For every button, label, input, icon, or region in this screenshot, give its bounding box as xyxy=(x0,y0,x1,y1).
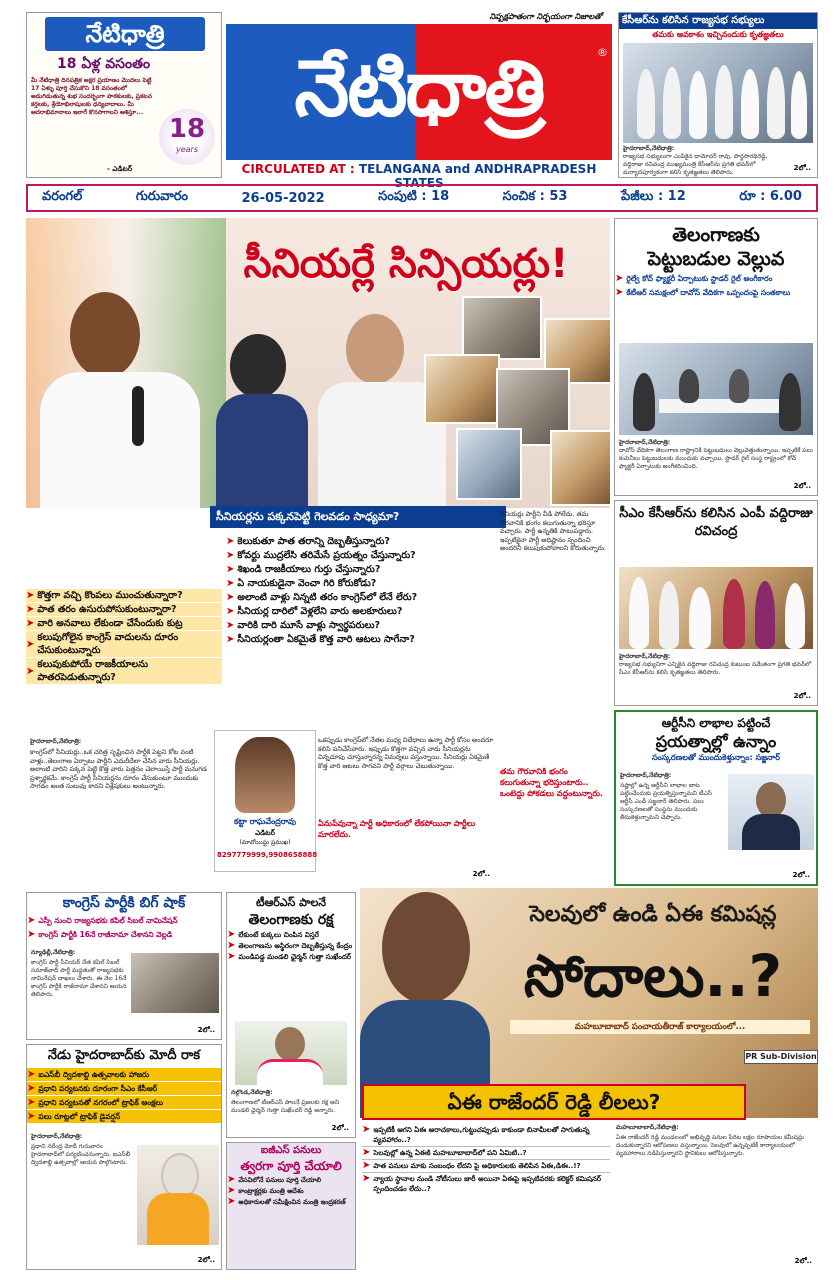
lead-headline: సీనియర్లే సిన్సియర్లు! xyxy=(243,241,569,287)
anniversary-heading: 18 ఏళ్ల వసంతం xyxy=(57,56,151,72)
lead-left-point-text: పాత తరం ఉసురుపోసుకుంటున్నారా? xyxy=(37,604,177,615)
arrow-icon: ➤ xyxy=(26,590,35,601)
investments-point-text: కేటీఆర్ సమక్షంలో దావోస్ వేదికగా ఒప్పందంపై సంతకాలు xyxy=(626,288,791,297)
lead-left-point-text: కలుపుకుపోయే రాజకీయాలను పాతరపెడుతున్నారు? xyxy=(37,659,149,683)
arrow-icon: ➤ xyxy=(27,1097,36,1108)
arrow-icon: ➤ xyxy=(226,564,235,575)
cm-meet-dateline: హైదరాబాద్,నేటిధాత్రి: xyxy=(619,653,671,660)
masthead-slogan: నిష్పక్షపాతంగా నిర్భయంగా నిజాలతో xyxy=(489,12,602,21)
leaders-photo xyxy=(216,314,446,508)
investments-headline2: పెట్టుబడుల వెల్లువ xyxy=(647,248,785,270)
rtc-story xyxy=(614,710,818,886)
modi-point xyxy=(27,1082,221,1095)
ingress-story xyxy=(226,1142,356,1270)
lead-center-point xyxy=(226,563,492,576)
rtc-body: నష్టాల్లో ఉన్న ఆర్టీసీని లాభాల బాట పట్టించేందుకు ప్రయత్నిస్తున్నామని టీఎస్ ఆర్టీసీ ఎండీ సజ్జనార్ తెలిపారు. పలు సంస్కరణలతో సంస్థను ముందుకు తీసుకెళ్తున్నామని చెప్పారు. xyxy=(620,782,713,821)
date-price: రూ : 6.00 xyxy=(739,189,802,204)
investments-more: 2లో.. xyxy=(793,482,811,490)
trs-point xyxy=(227,952,355,962)
senior-thumb xyxy=(462,296,542,360)
trs-headline1: టీఆర్ఎస్ పాలనే xyxy=(255,896,327,909)
ae-point xyxy=(362,1148,610,1158)
lead-center-points xyxy=(226,534,492,647)
investments-point-text: రైల్వే కోచ్ ఫ్యాక్టరీ ఏర్పాటుకు స్టాడర్ రైల్ అంగీకారం xyxy=(626,274,773,283)
congress-shock-dateline: న్యూఢిల్లీ,నేటిధాత్రి: xyxy=(31,949,76,956)
lead-left-points xyxy=(26,588,222,685)
congress-shock-body: కాంగ్రెస్ పార్టీ సీనియర్ నేత కపిల్ సిబల్ సమాజ్‌వాదీ పార్టీ మద్దతుతో రాజ్యసభకు నామినేషన్ దాఖలు చేశారు. ఈ నెల 16నే కాంగ్రెస్ పార్టీకి రాజీనామా చేశానని ఆయన తెలిపారు. xyxy=(31,959,127,998)
top-right-dateline: హైదరాబాద్,నేటిధాత్రి: xyxy=(623,145,675,152)
editor-card xyxy=(214,730,316,872)
photo-person xyxy=(755,581,775,649)
divider xyxy=(362,1146,610,1147)
lead-center-point-text: కోవర్టు ముద్రలేసి తరిమేసే ప్రయత్నం చేస్తున్నారు? xyxy=(237,550,416,561)
ingress-point-text: అధికారులతో సమీక్షించిన మంత్రి ఇంద్రకరణ్ xyxy=(238,1198,346,1206)
lead-left-point xyxy=(26,589,222,602)
modi-point xyxy=(27,1068,221,1081)
arrow-icon: ➤ xyxy=(226,550,235,561)
photo-person xyxy=(637,69,655,139)
top-right-body: రాజ్యసభ సభ్యులుగా ఎంపికైన దామోదర్ రావు, పార్థసారథిరెడ్డి, వద్దిరాజు రవిచంద్ర ముఖ్యమంత్రి కేసీఆర్‌ను ప్రగతి భవన్‌లో మర్యాదపూర్వకంగా కలిసి కృతజ్ఞతలు తెలిపారు. xyxy=(623,153,768,176)
arrow-icon: ➤ xyxy=(26,618,35,629)
trs-story xyxy=(226,892,356,1138)
arrow-icon: ➤ xyxy=(226,634,235,645)
ae-point xyxy=(362,1125,610,1145)
leader1-head xyxy=(230,334,286,398)
investments-point xyxy=(615,272,817,285)
dateline-bar xyxy=(26,184,818,212)
investments-body: దావోస్ వేదికగా తెలంగాణ రాష్ట్రానికి పెట్టుబడులు వెల్లువెత్తుతున్నాయి. ఇప్పటికే పలు కంపెనీలు పెట్టుబడులకు ముందుకు వచ్చాయి. స్టాడర్ రైల్ సంస్థ రాష్ట్రంలో కోచ్ ఫ్యాక్టరీ ఏర్పాటుకు అంగీకరించింది. xyxy=(619,447,813,470)
congress-shock-headline: కాంగ్రెస్ పార్టీకి బిగ్ షాక్ xyxy=(62,895,186,911)
mic-icon xyxy=(132,386,144,446)
lead-left-point xyxy=(26,617,222,630)
modi-point xyxy=(27,1110,221,1123)
ingress-point-text: వేసవిలోనే పనులు పూర్తి చేయాలి xyxy=(238,1176,322,1184)
arrow-icon: ➤ xyxy=(227,951,236,962)
photo-person xyxy=(715,65,733,139)
ae-point-text: న్యాయ స్థానాల నుండి నోటీసులు జారీ అయినా ఏఈపై ఇప్పటివరకు కలెక్టర్ కమిషనర్ స్పందించడం లేదు..? xyxy=(373,1175,602,1193)
trs-headline2: తెలంగాణకు రక్ష xyxy=(248,912,334,928)
photo-person xyxy=(659,581,679,649)
arrow-icon: ➤ xyxy=(362,1173,371,1184)
trs-point-text: మండిపడ్డ మండలి ఛైర్మన్ గుత్తా సుఖేందర్ xyxy=(238,953,352,961)
photo-person xyxy=(791,71,807,139)
investments-headline1: తెలంగాణకు xyxy=(672,224,760,246)
date-value: 26-05-2022 xyxy=(241,190,325,206)
ae-point-text: సెలవుల్లో ఉన్న ఏఈకి మహబూబాబాద్‌లో పని ఏమిటి..? xyxy=(373,1149,527,1157)
date-city: వరంగల్ xyxy=(42,189,83,204)
trs-point-text: తెలంగాణను అస్థిరంగా దెబ్బతీస్తున్న కేంద్రం xyxy=(238,942,353,950)
arrow-icon: ➤ xyxy=(227,1185,236,1196)
trs-body: తెలంగాణలో టీఆర్ఎస్ పాలనే ప్రజలకు రక్ష అని మండలి ఛైర్మన్ గుత్తా సుఖేందర్ రెడ్డి అన్నారు. xyxy=(231,1099,340,1114)
photo-person xyxy=(663,67,681,139)
lead-center-point xyxy=(226,577,492,590)
trs-person-head xyxy=(275,1027,305,1061)
trs-point xyxy=(227,941,355,951)
lead-story xyxy=(26,218,610,884)
lead-center-point xyxy=(226,605,492,618)
lead-center-point-text: సీనియర్లంతా ఏకమైతే కొత్త వారి ఆటలు సాగేనా? xyxy=(237,634,415,645)
trs-person-body xyxy=(257,1059,323,1088)
cm-meet-body: రాజ్యసభ సభ్యునిగా ఎన్నికైన వద్దిరాజు రవిచంద్ర కుటుంబ సమేతంగా ప్రగతి భవన్‌లో సీఎం కేసీఆర్‌ను కలిసి కృతజ్ఞతలు తెలిపారు. xyxy=(619,661,812,676)
lead-center-point-text: శిఖండి రాజకీయాలు గుర్తు చేస్తున్నారు? xyxy=(237,564,381,575)
photo-person xyxy=(729,369,749,403)
anniversary-badge-sub: years xyxy=(175,145,198,154)
lead-body-left: కాంగ్రెస్‌లో సీనియర్లు..ఒక చరిత్ర సృష్టించిన పార్టీకి పెట్టని కోట వంటి వాళ్లు..తెలంగాణ ఏర్పాటు పార్టీని ఎదురీదేలా చేసిన వారు సీనియర్లు. అలాంటి వారిని పక్కన పెట్టి కొత్త వారు పెత్తనం చెలాయిస్తే పార్టీ మనుగడ ప్రశ్నార్థకమే. కాంగ్రెస్ పార్టీ సీనియర్లను దూరం చేసుకుంటూ ముందుకు సాగడం అంత సులువు కాదని విశ్లేషకులు అంటున్నారు. xyxy=(30,748,207,790)
date-day: గురువారం xyxy=(135,189,189,204)
editor-name: కట్టా రాఘవేంద్రరావు xyxy=(233,817,297,826)
lead-center-point xyxy=(226,535,492,548)
rtc-more: 2లో.. xyxy=(792,871,810,879)
registered-mark: ® xyxy=(597,46,608,59)
investments-dateline: హైదరాబాద్,నేటిధాత్రి: xyxy=(619,439,671,446)
lead-strip: సీనియర్లను పక్కనపెట్టి గెలవడం సాధ్యమా? xyxy=(210,506,506,528)
ae-body: ఏఈ రాజేందర్ రెడ్డి మండలంలో అభివృద్ధి పనుల పేరిట లక్షల రూపాయల కమీషన్లు దండుకున్నారని ఆరోపణలు వస్తున్నాయి. సెలవులో ఉన్నప్పటికీ కార్యాలయంలో వ్యవహారాలు నడిపిస్తున్నారని స్థానికులు ఆరోపిస్తున్నారు. xyxy=(616,1134,805,1157)
lead-center-point-text: వారికి దారి మూసే వాళ్లు స్వార్థపరులు? xyxy=(237,620,381,631)
lead-center-point-text: కెలుకుతూ పాత తరాన్ని దెబ్బతీస్తున్నారు? xyxy=(237,536,390,547)
congress-shock-story xyxy=(26,892,222,1040)
lead-center-point xyxy=(226,591,492,604)
cm-meet-headline: సీఎం కేసీఆర్‌ను కలిసిన ఎంపీ వద్దిరాజు రవిచంద్ర xyxy=(619,506,813,539)
modi-point-text: ప్రధాని పర్యటనతో నగరంలో ట్రాఫిక్ ఆంక్షలు xyxy=(38,1098,164,1107)
congress-shock-more: 2లో.. xyxy=(197,1026,215,1034)
anniversary-box xyxy=(26,12,222,178)
ingress-headline1: ఐజీఎస్ పనులు xyxy=(260,1145,322,1156)
ae-point xyxy=(362,1161,610,1171)
modi-photo xyxy=(137,1145,219,1245)
divider xyxy=(362,1172,610,1173)
modi-point-text: పలు రూట్లలో ట్రాఫిక్ డైవర్షన్ xyxy=(38,1112,121,1121)
arrow-icon: ➤ xyxy=(27,915,36,926)
top-right-headline: కేసీఆర్‌ను కలిసిన రాజ్యసభ సభ్యులు xyxy=(619,13,817,29)
lead-body-mid: ఒకప్పుడు కాంగ్రెస్‌లో నేతల మధ్య విబేధాలు ఉన్నా పార్టీ కోసం అందరూ కలిసి పనిచేసేవారు. ఇప్పుడు కొత్తగా వచ్చిన వారు సీనియర్లను చిన్నచూపు చూస్తున్నారన్న విమర్శలు వస్తున్నాయి. సీనియర్లు ఏకమైతే కొత్త వారి ఆటలు సాగవని పార్టీ వర్గాలు చెబుతున్నాయి. xyxy=(318,736,494,770)
lead-left-point-text: కలుపుగోలైన కాంగ్రెస్ వాదులను దూరం చేసుకుంటున్నారు xyxy=(37,632,179,656)
arrow-icon: ➤ xyxy=(227,1196,236,1207)
date-volume: సంపుటి : 18 xyxy=(378,189,450,204)
ingress-headline2: త్వరగా పూర్తి చేయాలి xyxy=(240,1159,342,1173)
trs-dateline: నల్గొండ,నేటిధాత్రి: xyxy=(231,1089,273,1096)
top-right-more: 2లో.. xyxy=(793,164,811,172)
cm-meet-more: 2లో.. xyxy=(793,692,811,700)
speaker-photo xyxy=(30,286,210,508)
modi-body: ప్రధాని నరేంద్ర మోదీ గురువారం హైదరాబాద్‌లో పర్యటించనున్నారు. ఐఎస్‌బీ ద్విదశాబ్ది ఉత్సవాల్లో ఆయన పాల్గొంటారు. xyxy=(31,1143,131,1166)
ae-point-text: ఇప్పటికీ ఆగని ఏఈ అరాచకాలు,గుట్టుచప్పుడు కాకుండా బినామీలతో సాగుతున్న వ్యవహారం..? xyxy=(373,1126,590,1144)
lead-center-point-text: సీనియర్ల దారిలో వెళ్లలేని వారు అలకూరులు? xyxy=(237,606,403,617)
photo-person xyxy=(779,373,801,431)
anniversary-signoff: - ఎడిటర్ xyxy=(107,165,133,173)
ingress-point-text: కాంట్రాక్టర్లకు మంత్రి ఆదేశం xyxy=(238,1187,304,1195)
photo-person xyxy=(689,587,711,649)
trs-photo xyxy=(235,1021,347,1085)
editor-sub: (మావోయిస్టు ప్రముఖ) xyxy=(239,839,291,846)
anniversary-badge xyxy=(159,109,215,165)
leader1-body xyxy=(216,394,308,508)
meeting-table xyxy=(659,399,779,413)
congress-shock-photo xyxy=(131,953,219,1013)
photo-person xyxy=(767,67,785,139)
lead-highlight: తమ గౌరవానికి భంగం కలుగుతున్నా భరిస్తుంటారు.. ఒంటెద్దు పోకడలు వద్దంటున్నారు. xyxy=(500,767,603,798)
rtc-photo xyxy=(728,774,814,850)
photo-person xyxy=(629,577,649,649)
editor-phone: 8297779999,9908658888 xyxy=(217,851,318,859)
ae-points xyxy=(362,1124,610,1195)
lead-quote: ఏనుపేవున్నా పార్టీ అధికారంలో లేకపోయినా పార్టీలు మారలేదు. xyxy=(318,819,476,839)
investments-story xyxy=(614,218,818,496)
modi-point-text: ఐఎస్‌బీ ద్విదశాబ్ది ఉత్సవాలకు హాజరు xyxy=(38,1070,150,1079)
leader2-head xyxy=(346,314,404,384)
ingress-point xyxy=(227,1197,355,1207)
editor-title: ఎడిటర్ xyxy=(255,829,275,837)
photo-person xyxy=(679,369,699,403)
arrow-icon: ➤ xyxy=(227,929,236,940)
ae-office-sign: PR Sub-Division xyxy=(744,1050,818,1064)
arrow-icon: ➤ xyxy=(27,929,36,940)
ae-banner: ఏఈ రాజేందర్ రెడ్డి లీలలు? xyxy=(362,1084,746,1120)
congress-shock-point xyxy=(27,928,221,941)
investments-photo xyxy=(619,343,813,435)
lead-left-point-text: వారి అనవాలు లేకుండా చేసేందుకు కుట్ర xyxy=(37,618,183,629)
ingress-point xyxy=(227,1186,355,1196)
ae-headline2: సోదాలు..? xyxy=(523,942,783,1010)
lead-center-point-text: ఏ నాయకుడైనా వెంచా గిరి కోరుకోడు? xyxy=(237,578,377,589)
photo-person xyxy=(689,71,707,139)
senior-thumb xyxy=(550,430,612,506)
trs-point xyxy=(227,930,355,940)
arrow-icon: ➤ xyxy=(226,536,235,547)
speaker-body xyxy=(40,372,200,508)
arrow-icon: ➤ xyxy=(226,620,235,631)
modi-person-body xyxy=(147,1193,209,1245)
trs-more: 2లో.. xyxy=(331,1124,349,1132)
modi-dateline: హైదరాబాద్,నేటిధాత్రి: xyxy=(31,1133,83,1140)
lead-left-point xyxy=(26,631,222,657)
arrow-icon: ➤ xyxy=(27,1111,36,1122)
arrow-icon: ➤ xyxy=(227,1174,236,1185)
divider xyxy=(362,1159,610,1160)
modi-point xyxy=(27,1096,221,1109)
lead-left-point xyxy=(26,603,222,616)
cm-meet-story xyxy=(614,500,818,706)
photo-person xyxy=(741,69,759,139)
lead-body-right: సీనియర్లు పార్టీని వీడి పోలేదు. తమ గౌరవానికి భంగం కలుగుతున్నా భరిస్తూ వచ్చారు. పార్టీ ఉన్నతికి పాటుపడ్డారు. ఇప్పటికైనా పార్టీ అధిష్టానం స్పందించి అందరినీ కలుపుకుపోవాలని కోరుతున్నారు. xyxy=(500,510,606,552)
arrow-icon: ➤ xyxy=(362,1124,371,1135)
anniversary-body: మీ నేటిధాత్రి దినపత్రిక అక్షర ప్రయాణం మొదలు పెట్టి 17 ఏళ్ళు పూర్తి చేసుకొని 18 వసంతంలో అడుగిడుతున్న శుభ సందర్భంగా పాఠకులకు, ప్రకటన కర్తలకు, శ్రేయోభిలాషులకు ధన్యవాదాలు. మీ ఆదరాభిమానాలు ఇలాగే కొనసాగాలని ఆశిస్తూ... xyxy=(31,77,153,116)
editor-photo xyxy=(235,737,295,813)
date-issue: సంచిక : 53 xyxy=(502,189,568,204)
top-right-sub: తమకు అవకాశం ఇచ్చినందుకు కృతజ్ఞతలు xyxy=(652,30,784,39)
rtc-person-head xyxy=(756,782,786,818)
ae-more: 2లో.. xyxy=(794,1257,812,1265)
arrow-icon: ➤ xyxy=(227,940,236,951)
lead-center-point xyxy=(226,549,492,562)
top-right-story xyxy=(618,12,818,178)
arrow-icon: ➤ xyxy=(615,287,624,298)
anniversary-badge-number: 18 xyxy=(168,114,206,144)
speaker-head xyxy=(70,292,140,378)
rtc-dateline: హైదరాబాద్,నేటిధాత్రి: xyxy=(620,772,672,779)
modi-more: 2లో.. xyxy=(197,1256,215,1264)
date-pages: పేజీలు : 12 xyxy=(620,189,686,204)
ae-person-head xyxy=(382,892,470,1004)
circulated-states: TELANGANA and ANDHRAPRADESH STATES xyxy=(358,162,597,190)
lead-center-point xyxy=(226,619,492,632)
lead-more: 2లో.. xyxy=(472,870,490,878)
photo-person xyxy=(723,579,745,649)
ae-headline1: సెలవులో ఉండి ఏఈ కమిషన్ల xyxy=(529,902,777,927)
arrow-icon: ➤ xyxy=(26,665,35,677)
congress-shock-point-text: కాంగ్రెస్ పార్టీకి 16నే రాజీనామా చేశానని వెల్లడి xyxy=(38,930,173,939)
arrow-icon: ➤ xyxy=(226,592,235,603)
ae-tag: మహబూబాబాద్ పంచాయతీరాజ్ కార్యాలయంలో... xyxy=(510,1020,810,1034)
rtc-sub: సంస్కరణలతో ముందుకెళ్తున్నాం: సజ్జనార్ xyxy=(652,753,780,762)
ingress-point xyxy=(227,1175,355,1185)
rtc-person-body xyxy=(742,814,800,850)
anniversary-logo: నేటిధాత్రి xyxy=(45,17,205,51)
modi-story xyxy=(26,1044,222,1270)
photo-person xyxy=(785,583,805,649)
arrow-icon: ➤ xyxy=(226,578,235,589)
rtc-headline2: ప్రయత్నాల్లో ఉన్నాం xyxy=(655,732,777,751)
modi-point-text: ప్రధాని పర్యటనకు దూరంగా సీఎం కేసీఆర్ xyxy=(38,1084,158,1093)
ae-point-text: పాత పనులు మాకు సంబంధం లేదని పై అధికారులకు తెలిపిన ఏఈ,డిఈ..!? xyxy=(373,1162,581,1170)
ae-story xyxy=(360,888,818,1270)
rtc-headline1: ఆర్టీసీని లాభాల పట్టించే xyxy=(661,716,771,730)
lead-center-point xyxy=(226,633,492,646)
circulated-label: CIRCULATED AT : xyxy=(241,162,355,176)
arrow-icon: ➤ xyxy=(27,1069,36,1080)
lead-left-point-text: కొత్తగా వచ్చి కొంపలు ముంచుతున్నారా? xyxy=(37,590,183,601)
congress-shock-point xyxy=(27,914,221,927)
trs-point-text: లేకుంటే కుక్కలు చింపిన విస్తరే xyxy=(238,931,319,939)
arrow-icon: ➤ xyxy=(362,1147,371,1158)
investments-point xyxy=(615,286,817,299)
lead-left-point xyxy=(26,658,222,684)
lead-center-point-text: అలాంటి వాళ్లు నిన్నటి తరం కాంగ్రెస్‌లో లేనే లేరు? xyxy=(237,592,418,603)
modi-headline: నేడు హైదరాబాద్‌కు మోదీ రాక xyxy=(47,1048,201,1063)
senior-thumb xyxy=(456,428,522,500)
arrow-icon: ➤ xyxy=(26,604,35,615)
lead-dateline: హైదరాబాద్,నేటిధాత్రి: xyxy=(30,738,82,745)
arrow-icon: ➤ xyxy=(615,273,624,284)
cm-meet-photo xyxy=(619,567,813,649)
photo-person xyxy=(633,373,655,431)
arrow-icon: ➤ xyxy=(226,606,235,617)
top-right-photo xyxy=(623,43,813,143)
senior-thumb xyxy=(424,354,500,424)
congress-shock-point-text: ఎస్పీ నుంచి రాజ్యసభకు కపిల్ సిబల్ నామినేషన్ xyxy=(38,916,178,925)
arrow-icon: ➤ xyxy=(27,1083,36,1094)
ae-dateline: మహబూబాబాద్,నేటిధాత్రి: xyxy=(616,1124,679,1131)
masthead xyxy=(226,10,612,190)
masthead-title: నేటిధాత్రి xyxy=(294,44,544,134)
ae-point xyxy=(362,1174,610,1194)
arrow-icon: ➤ xyxy=(362,1160,371,1171)
arrow-icon: ➤ xyxy=(26,638,35,650)
